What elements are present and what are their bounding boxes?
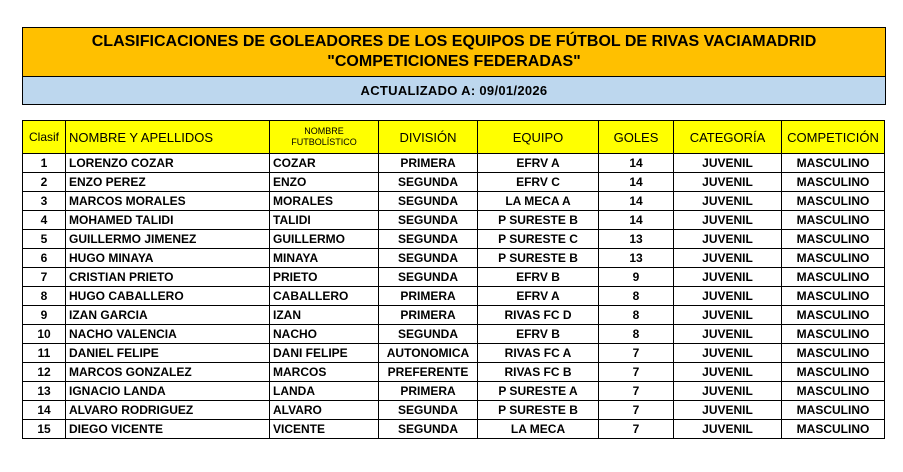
competition-cell: MASCULINO bbox=[782, 173, 885, 192]
table-row bbox=[23, 420, 885, 439]
nickname-cell: CABALLERO bbox=[270, 287, 379, 306]
rank-cell: 4 bbox=[23, 211, 66, 230]
team-cell: LA MECA A bbox=[478, 192, 599, 211]
col-header-goals: GOLES bbox=[599, 121, 674, 154]
name-cell: DIEGO VICENTE bbox=[66, 420, 270, 439]
category-cell: JUVENIL bbox=[674, 211, 782, 230]
col-header-category: CATEGORÍA bbox=[674, 121, 782, 154]
team-cell: RIVAS FC D bbox=[478, 306, 599, 325]
page-subtitle: "COMPETICIONES FEDERADAS" bbox=[327, 53, 581, 70]
title-block bbox=[22, 27, 886, 105]
goals-cell: 14 bbox=[599, 154, 674, 173]
goals-cell: 13 bbox=[599, 249, 674, 268]
division-cell: PRIMERA bbox=[379, 382, 478, 401]
rank-cell: 8 bbox=[23, 287, 66, 306]
table-row bbox=[23, 268, 885, 287]
name-cell: IGNACIO LANDA bbox=[66, 382, 270, 401]
team-cell: EFRV B bbox=[478, 325, 599, 344]
table-header-row bbox=[23, 121, 885, 154]
table-row bbox=[23, 173, 885, 192]
competition-cell: MASCULINO bbox=[782, 363, 885, 382]
goals-cell: 7 bbox=[599, 344, 674, 363]
category-cell: JUVENIL bbox=[674, 382, 782, 401]
updated-date: ACTUALIZADO A: 09/01/2026 bbox=[23, 77, 885, 104]
division-cell: SEGUNDA bbox=[379, 211, 478, 230]
team-cell: P SURESTE B bbox=[478, 249, 599, 268]
rank-cell: 11 bbox=[23, 344, 66, 363]
nickname-cell: DANI FELIPE bbox=[270, 344, 379, 363]
table-row bbox=[23, 363, 885, 382]
goals-cell: 9 bbox=[599, 268, 674, 287]
nickname-cell: TALIDI bbox=[270, 211, 379, 230]
division-cell: SEGUNDA bbox=[379, 268, 478, 287]
rank-cell: 5 bbox=[23, 230, 66, 249]
team-cell: EFRV C bbox=[478, 173, 599, 192]
competition-cell: MASCULINO bbox=[782, 420, 885, 439]
goals-cell: 13 bbox=[599, 230, 674, 249]
page-title: CLASIFICACIONES DE GOLEADORES DE LOS EQUIPOS DE FÚTBOL DE RIVAS VACIAMADRID bbox=[91, 33, 817, 50]
category-cell: JUVENIL bbox=[674, 420, 782, 439]
division-cell: SEGUNDA bbox=[379, 401, 478, 420]
nickname-cell: GUILLERMO bbox=[270, 230, 379, 249]
name-cell: HUGO MINAYA bbox=[66, 249, 270, 268]
name-cell: CRISTIAN PRIETO bbox=[66, 268, 270, 287]
rank-cell: 15 bbox=[23, 420, 66, 439]
team-cell: P SURESTE B bbox=[478, 401, 599, 420]
team-cell: EFRV A bbox=[478, 287, 599, 306]
col-header-nickname bbox=[270, 121, 379, 154]
rank-cell: 7 bbox=[23, 268, 66, 287]
name-cell: ALVARO RODRIGUEZ bbox=[66, 401, 270, 420]
category-cell: JUVENIL bbox=[674, 287, 782, 306]
goals-cell: 8 bbox=[599, 306, 674, 325]
goals-cell: 7 bbox=[599, 382, 674, 401]
table-row bbox=[23, 382, 885, 401]
competition-cell: MASCULINO bbox=[782, 401, 885, 420]
team-cell: P SURESTE B bbox=[478, 211, 599, 230]
rank-cell: 6 bbox=[23, 249, 66, 268]
category-cell: JUVENIL bbox=[674, 401, 782, 420]
category-cell: JUVENIL bbox=[674, 173, 782, 192]
rank-cell: 10 bbox=[23, 325, 66, 344]
name-cell: MARCOS GONZALEZ bbox=[66, 363, 270, 382]
nickname-cell: MINAYA bbox=[270, 249, 379, 268]
category-cell: JUVENIL bbox=[674, 344, 782, 363]
nickname-cell: NACHO bbox=[270, 325, 379, 344]
category-cell: JUVENIL bbox=[674, 154, 782, 173]
table-row bbox=[23, 287, 885, 306]
category-cell: JUVENIL bbox=[674, 325, 782, 344]
goals-cell: 7 bbox=[599, 363, 674, 382]
goals-cell: 14 bbox=[599, 211, 674, 230]
competition-cell: MASCULINO bbox=[782, 154, 885, 173]
goals-cell: 14 bbox=[599, 173, 674, 192]
competition-cell: MASCULINO bbox=[782, 287, 885, 306]
scorers-table bbox=[22, 120, 885, 439]
rank-cell: 9 bbox=[23, 306, 66, 325]
col-header-competition: COMPETICIÓN bbox=[782, 121, 885, 154]
category-cell: JUVENIL bbox=[674, 306, 782, 325]
name-cell: IZAN GARCIA bbox=[66, 306, 270, 325]
competition-cell: MASCULINO bbox=[782, 382, 885, 401]
competition-cell: MASCULINO bbox=[782, 344, 885, 363]
col-header-team: EQUIPO bbox=[478, 121, 599, 154]
rank-cell: 13 bbox=[23, 382, 66, 401]
division-cell: PRIMERA bbox=[379, 287, 478, 306]
name-cell: MARCOS MORALES bbox=[66, 192, 270, 211]
table-row bbox=[23, 249, 885, 268]
competition-cell: MASCULINO bbox=[782, 230, 885, 249]
table-row bbox=[23, 401, 885, 420]
category-cell: JUVENIL bbox=[674, 268, 782, 287]
competition-cell: MASCULINO bbox=[782, 325, 885, 344]
name-cell: DANIEL FELIPE bbox=[66, 344, 270, 363]
col-header-nickname-line1: NOMBRE bbox=[304, 126, 344, 136]
division-cell: SEGUNDA bbox=[379, 230, 478, 249]
nickname-cell: ENZO bbox=[270, 173, 379, 192]
name-cell: GUILLERMO JIMENEZ bbox=[66, 230, 270, 249]
team-cell: EFRV A bbox=[478, 154, 599, 173]
table-row bbox=[23, 306, 885, 325]
col-header-name: NOMBRE Y APELLIDOS bbox=[66, 121, 270, 154]
division-cell: SEGUNDA bbox=[379, 249, 478, 268]
team-cell: P SURESTE A bbox=[478, 382, 599, 401]
name-cell: LORENZO COZAR bbox=[66, 154, 270, 173]
nickname-cell: MARCOS bbox=[270, 363, 379, 382]
category-cell: JUVENIL bbox=[674, 192, 782, 211]
division-cell: SEGUNDA bbox=[379, 192, 478, 211]
table-row bbox=[23, 211, 885, 230]
team-cell: RIVAS FC A bbox=[478, 344, 599, 363]
table-row bbox=[23, 230, 885, 249]
team-cell: RIVAS FC B bbox=[478, 363, 599, 382]
category-cell: JUVENIL bbox=[674, 249, 782, 268]
nickname-cell: COZAR bbox=[270, 154, 379, 173]
competition-cell: MASCULINO bbox=[782, 306, 885, 325]
division-cell: SEGUNDA bbox=[379, 173, 478, 192]
rank-cell: 14 bbox=[23, 401, 66, 420]
division-cell: PREFERENTE bbox=[379, 363, 478, 382]
division-cell: SEGUNDA bbox=[379, 420, 478, 439]
competition-cell: MASCULINO bbox=[782, 249, 885, 268]
goals-cell: 7 bbox=[599, 420, 674, 439]
team-cell: LA MECA bbox=[478, 420, 599, 439]
division-cell: PRIMERA bbox=[379, 306, 478, 325]
col-header-nickname-line2: FUTBOLÍSTICO bbox=[291, 137, 357, 147]
nickname-cell: ALVARO bbox=[270, 401, 379, 420]
nickname-cell: IZAN bbox=[270, 306, 379, 325]
nickname-cell: VICENTE bbox=[270, 420, 379, 439]
title-band bbox=[23, 28, 885, 77]
goals-cell: 8 bbox=[599, 325, 674, 344]
division-cell: PRIMERA bbox=[379, 154, 478, 173]
nickname-cell: MORALES bbox=[270, 192, 379, 211]
goals-cell: 8 bbox=[599, 287, 674, 306]
name-cell: HUGO CABALLERO bbox=[66, 287, 270, 306]
name-cell: ENZO PEREZ bbox=[66, 173, 270, 192]
category-cell: JUVENIL bbox=[674, 363, 782, 382]
competition-cell: MASCULINO bbox=[782, 268, 885, 287]
table-row bbox=[23, 192, 885, 211]
name-cell: MOHAMED TALIDI bbox=[66, 211, 270, 230]
rank-cell: 1 bbox=[23, 154, 66, 173]
rank-cell: 12 bbox=[23, 363, 66, 382]
rank-cell: 2 bbox=[23, 173, 66, 192]
goals-cell: 14 bbox=[599, 192, 674, 211]
competition-cell: MASCULINO bbox=[782, 192, 885, 211]
division-cell: AUTONOMICA bbox=[379, 344, 478, 363]
team-cell: EFRV B bbox=[478, 268, 599, 287]
division-cell: SEGUNDA bbox=[379, 325, 478, 344]
col-header-clasif: Clasif bbox=[23, 121, 66, 154]
table-row bbox=[23, 344, 885, 363]
nickname-cell: LANDA bbox=[270, 382, 379, 401]
table-row bbox=[23, 325, 885, 344]
rank-cell: 3 bbox=[23, 192, 66, 211]
table-row bbox=[23, 154, 885, 173]
name-cell: NACHO VALENCIA bbox=[66, 325, 270, 344]
goals-cell: 7 bbox=[599, 401, 674, 420]
competition-cell: MASCULINO bbox=[782, 211, 885, 230]
category-cell: JUVENIL bbox=[674, 230, 782, 249]
team-cell: P SURESTE C bbox=[478, 230, 599, 249]
nickname-cell: PRIETO bbox=[270, 268, 379, 287]
col-header-division: DIVISIÓN bbox=[379, 121, 478, 154]
